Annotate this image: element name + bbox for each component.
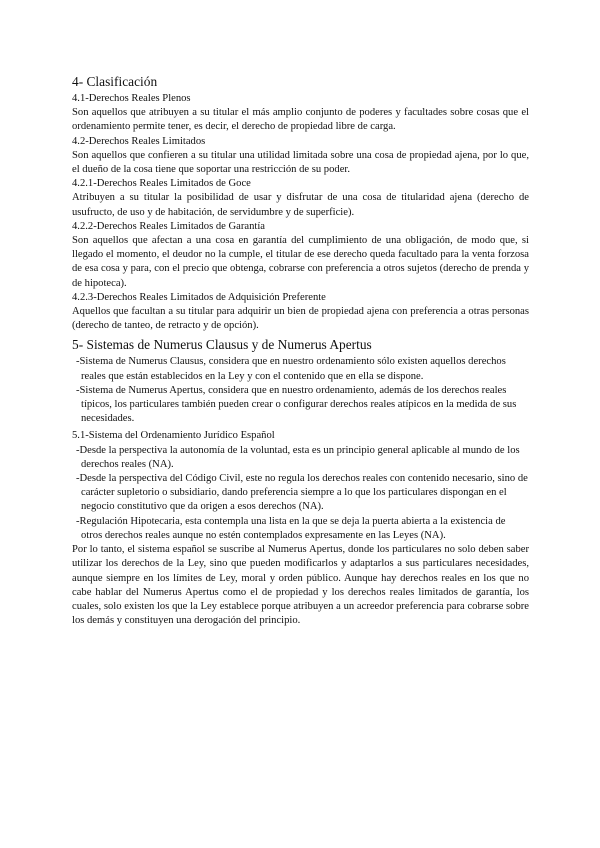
list-item: -Regulación Hipotecaria, esta contempla una lista en la que se deja la puerta abierta a la existencia de otros derechos reales aunque no estén contemplados expresamente en las Leyes (NA).: [76, 515, 506, 541]
section-4-2-2-text: Son aquellos que afectan a una cosa en garantía del cumplimiento de una obligación, de modo que, si llegado el momento, el deudor no la cumple, el titular de ese derecho queda facultado para la venta forzosa de esa cosa y para, con el precio que obtenga, cobrarse con preferencia a otros sujetos (derecho de prenda y de hipoteca).: [72, 235, 529, 289]
conclusion-paragraph: Por lo tanto, el sistema español se suscribe al Numerus Apertus, donde los particulares no solo deben saber utilizar los derechos de la Ley, sino que pueden modificarlos y adaptarlos a sus particulares necesidades, aunque siempre en los límites de Ley, moral y orden público. Aunque hay derechos reales en los que no cabe hablar del Numerus Apertus como el de propiedad y los derechos reales limitados de garantía, los cuales, solo existen los que la Ley establece porque atribuyen a un acreedor preferencia para cobrarse sobre los demás y constituyen una derogación del principio.: [72, 544, 529, 627]
section-4-2-1-heading: 4.2.1-Derechos Reales Limitados de Goce: [72, 178, 251, 190]
section-4-2-3-heading: 4.2.3-Derechos Reales Limitados de Adquisición Preferente: [72, 291, 326, 303]
list-item: -Sistema de Numerus Apertus, considera que en nuestro ordenamiento, además de los derechos reales típicos, los particulares también pueden crear o configurar derechos reales atípicos en la medida de sus necesidades.: [76, 384, 517, 425]
list-item: -Sistema de Numerus Clausus, considera que en nuestro ordenamiento sólo existen aquellos derechos reales que están establecidos en la Ley y con el contenido que en ella se dispone.: [76, 356, 506, 382]
section-5-heading: 5- Sistemas de Numerus Clausus y de Numerus Apertus: [72, 337, 372, 353]
document-page: [72, 73, 529, 628]
list-item: -Desde la perspectiva del Código Civil, este no regula los derechos reales con contenido necesario, sino de carácter supletorio o subsidiario, dando preferencia siempre a lo que los particulares dispongan en el negocio constitutivo que da origen a esos derechos (NA).: [76, 473, 528, 513]
list-item: -Desde la perspectiva la autonomía de la voluntad, esta es un principio general aplicable al mundo de los derechos reales (NA).: [76, 444, 520, 470]
section-4-heading: 4- Clasificación: [72, 74, 158, 89]
section-4-2-heading: 4.2-Derechos Reales Limitados: [72, 135, 206, 147]
section-4-2-text: Son aquellos que confieren a su titular una utilidad limitada sobre una cosa de propiedad ajena, por lo que, el dueño de la cosa tiene que soportar una restricción de su poder.: [72, 149, 529, 176]
section-4-1-text: Son aquellos que atribuyen a su titular el más amplio conjunto de poderes y facultades sobre cosas que el ordenamiento permite tener, es decir, el derecho de propiedad libre de carga.: [72, 107, 529, 133]
section-4-2-3-text: Aquellos que facultan a su titular para adquirir un bien de propiedad ajena con preferencia a otras personas (derecho de tanteo, de retracto y de opción).: [72, 306, 529, 332]
section-4-1-heading: 4.1-Derechos Reales Plenos: [72, 93, 191, 104]
section-5-1-heading: 5.1-Sistema del Ordenamiento Jurídico Español: [72, 430, 275, 442]
section-4-2-1-text: Atribuyen a su titular la posibilidad de usar y disfrutar de una cosa de titularidad ajena (derecho de usufructo, de uso y de habitación, de servidumbre y de superficie).: [72, 192, 529, 218]
section-4-2-2-heading: 4.2.2-Derechos Reales Limitados de Garantía: [72, 220, 265, 232]
